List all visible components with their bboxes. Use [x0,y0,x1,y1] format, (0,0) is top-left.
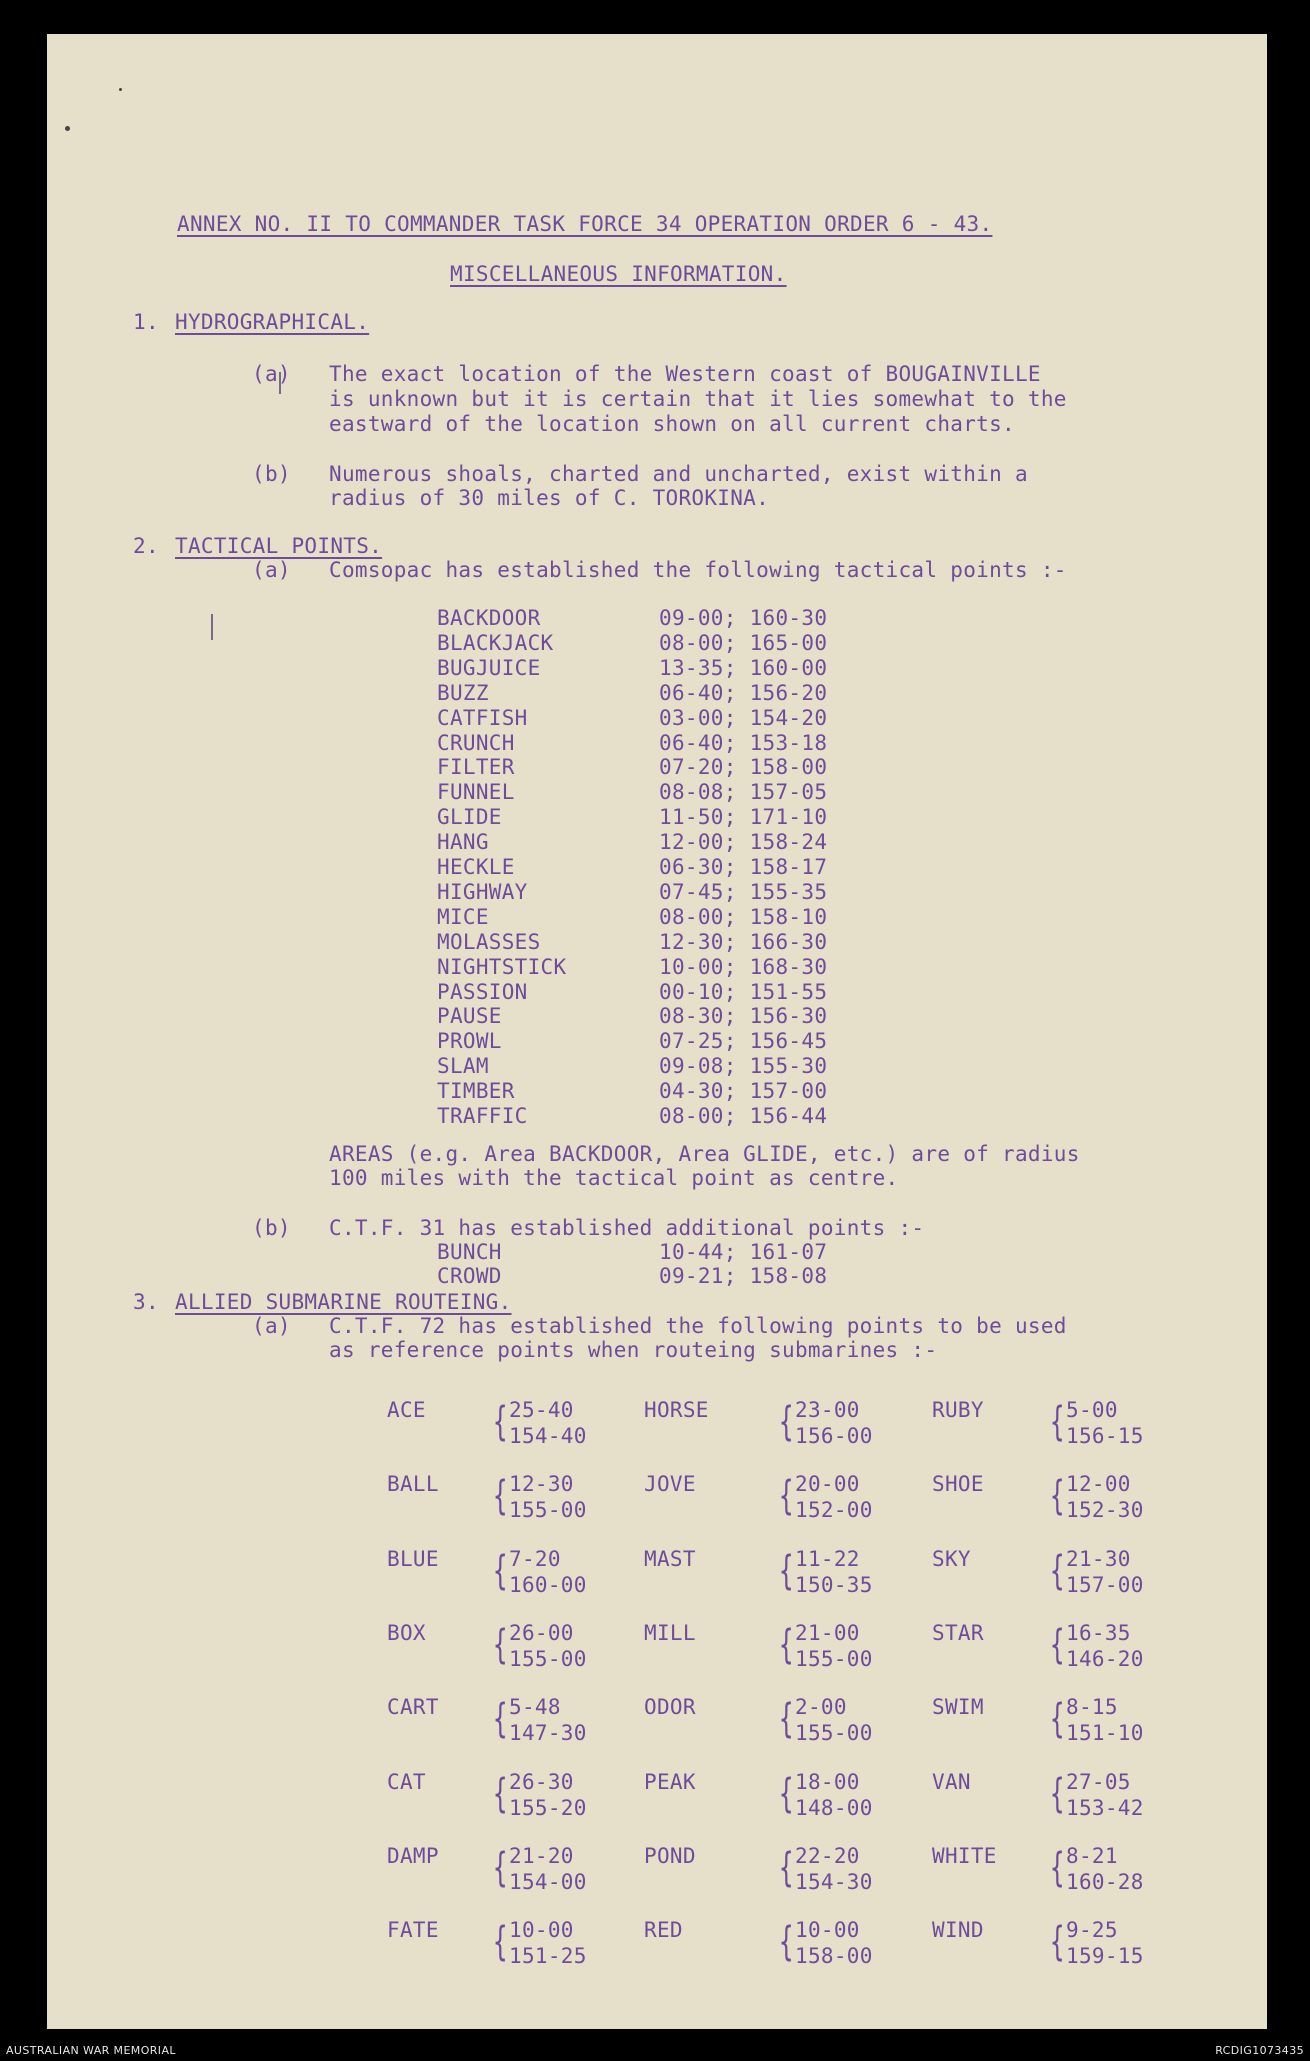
submarine-point-latitude: 9-25 [1066,1918,1118,1943]
section-3-heading: ALLIED SUBMARINE ROUTEING. [175,1290,512,1314]
submarine-point-longitude: 160-00 [509,1572,587,1597]
submarine-point-latitude: 27-05 [1066,1769,1131,1794]
ink-speck [119,88,122,91]
section-3-number: 3. [133,1290,159,1314]
submarine-point-latitude: 5-48 [509,1695,561,1720]
submarine-point-name: WIND [932,1918,984,1943]
tactical-point-name: GLIDE [437,805,502,830]
section-1-item-a-label: (a) [252,362,291,386]
section-2-item-b-label: (b) [252,1216,291,1240]
submarine-point-longitude: 151-10 [1066,1721,1144,1746]
submarine-point-name: CAT [387,1769,426,1794]
submarine-point-latitude: 20-00 [795,1472,860,1497]
additional-point-name: BUNCH [437,1240,502,1264]
submarine-point-latitude: 11-22 [795,1546,860,1571]
submarine-point-name: SKY [932,1546,971,1571]
tactical-point-name: MICE [437,904,489,929]
tactical-point-coordinates: 09-00; 160-30 [659,606,828,630]
tactical-point-name: BUZZ [437,680,489,705]
section-1-item-a-line: The exact location of the Western coast of BOUGAINVILLE [329,362,1041,386]
submarine-point-latitude: 8-15 [1066,1695,1118,1720]
tactical-point-name: PAUSE [437,1004,502,1029]
submarine-point-name: FATE [387,1918,439,1943]
brace-glyph: { [779,1547,794,1594]
submarine-point-longitude: 150-35 [795,1572,873,1597]
brace-glyph: { [493,1844,508,1891]
tactical-point-name: TRAFFIC [437,1104,528,1128]
submarine-point-name: SHOE [932,1472,984,1497]
submarine-point-latitude: 26-00 [509,1620,574,1645]
brace-glyph: { [1050,1770,1065,1817]
submarine-point-name: MILL [644,1620,696,1645]
section-2-number: 2. [133,534,159,558]
brace-glyph: { [779,1399,794,1445]
submarine-point-name: PEAK [644,1769,696,1794]
brace-glyph: { [493,1547,508,1594]
additional-point-coordinates: 09-21; 158-08 [659,1264,828,1288]
brace-glyph: { [779,1696,794,1743]
submarine-point-latitude: 18-00 [795,1769,860,1794]
submarine-point-longitude: 155-20 [509,1795,587,1820]
submarine-point-longitude: 146-20 [1066,1646,1144,1671]
tactical-point-coordinates: 10-00; 168-30 [659,954,828,979]
tactical-point-coordinates: 13-35; 160-00 [659,655,828,680]
submarine-point-longitude: 154-30 [795,1869,873,1894]
submarine-point-latitude: 10-00 [509,1918,574,1943]
tactical-point-name: NIGHTSTICK [437,954,567,979]
tactical-point-name: HIGHWAY [437,879,528,904]
submarine-point-longitude: 152-30 [1066,1498,1144,1523]
brace-glyph: { [1050,1919,1065,1966]
submarine-point-latitude: 8-21 [1066,1843,1118,1868]
tactical-point-name: BLACKJACK [437,630,554,655]
submarine-point-name: CART [387,1695,439,1720]
submarine-point-longitude: 159-15 [1066,1944,1144,1969]
section-1-number: 1. [133,310,159,334]
section-3-item-a-line: C.T.F. 72 has established the following points to be used [329,1314,1067,1338]
submarine-point-longitude: 158-00 [795,1944,873,1969]
submarine-point-latitude: 25-40 [509,1398,574,1422]
areas-note-line: AREAS (e.g. Area BACKDOOR, Area GLIDE, etc.) are of radius [329,1142,1080,1166]
tactical-point-coordinates: 12-00; 158-24 [659,830,828,855]
submarine-point-longitude: 153-42 [1066,1795,1144,1820]
section-3-item-a-label: (a) [252,1314,291,1338]
brace-glyph: { [493,1770,508,1817]
submarine-point-latitude: 2-00 [795,1695,847,1720]
submarine-point-latitude: 21-30 [1066,1546,1131,1571]
submarine-point-latitude: 16-35 [1066,1620,1131,1645]
submarine-point-longitude: 147-30 [509,1721,587,1746]
submarine-point-latitude: 26-30 [509,1769,574,1794]
document-page [47,34,1267,2029]
submarine-point-name: ODOR [644,1695,696,1720]
tactical-point-name: CRUNCH [437,730,515,755]
tactical-point-coordinates: 07-20; 158-00 [659,755,828,780]
submarine-point-name: MAST [644,1546,696,1571]
submarine-point-name: ACE [387,1398,426,1422]
section-1-item-b-line: Numerous shoals, charted and uncharted, exist within a [329,462,1028,486]
section-2-heading: TACTICAL POINTS. [175,534,383,558]
submarine-point-name: RUBY [932,1398,984,1422]
tactical-point-name: FUNNEL [437,780,515,805]
tactical-point-coordinates: 07-25; 156-45 [659,1029,828,1054]
footer-archive-name: AUSTRALIAN WAR MEMORIAL [6,2044,176,2057]
tactical-point-coordinates: 06-40; 153-18 [659,730,828,755]
submarine-point-latitude: 12-00 [1066,1472,1131,1497]
submarine-point-name: VAN [932,1769,971,1794]
pencil-mark [211,614,213,640]
submarine-point-name: WHITE [932,1843,997,1868]
page-subtitle: MISCELLANEOUS INFORMATION. [450,262,787,286]
tactical-point-name: SLAM [437,1054,489,1079]
tactical-point-coordinates: 06-40; 156-20 [659,680,828,705]
submarine-point-longitude: 160-28 [1066,1869,1144,1894]
tactical-point-coordinates: 08-08; 157-05 [659,780,828,805]
brace-glyph: { [1050,1621,1065,1668]
submarine-point-latitude: 23-00 [795,1398,860,1422]
section-1-item-b-line: radius of 30 miles of C. TOROKINA. [329,486,770,510]
submarine-point-latitude: 21-20 [509,1843,574,1868]
annex-title: ANNEX NO. II TO COMMANDER TASK FORCE 34 OPERATION ORDER 6 - 43. [177,212,993,236]
tactical-point-name: PASSION [437,979,528,1004]
brace-glyph: { [493,1621,508,1668]
tactical-point-name: PROWL [437,1029,502,1054]
tactical-point-name: TIMBER [437,1079,515,1104]
tactical-point-name: BACKDOOR [437,606,541,630]
tactical-point-coordinates: 11-50; 171-10 [659,805,828,830]
brace-glyph: { [779,1844,794,1891]
brace-glyph: { [493,1473,508,1520]
submarine-point-latitude: 7-20 [509,1546,561,1571]
tactical-point-name: BUGJUICE [437,655,541,680]
brace-glyph: { [779,1473,794,1520]
section-1-heading: HYDROGRAPHICAL. [175,310,370,334]
brace-glyph: { [1050,1696,1065,1743]
brace-glyph: { [779,1770,794,1817]
submarine-point-name: DAMP [387,1843,439,1868]
tactical-point-coordinates: 08-00; 158-10 [659,904,828,929]
brace-glyph: { [493,1399,508,1445]
submarine-point-name: STAR [932,1620,984,1645]
submarine-point-longitude: 155-00 [509,1646,587,1671]
brace-glyph: { [1050,1844,1065,1891]
submarine-point-name: RED [644,1918,683,1943]
submarine-point-latitude: 5-00 [1066,1398,1118,1422]
submarine-point-latitude: 10-00 [795,1918,860,1943]
submarine-point-name: SWIM [932,1695,984,1720]
submarine-point-latitude: 22-20 [795,1843,860,1868]
submarine-point-longitude: 156-15 [1066,1424,1144,1448]
tactical-point-coordinates: 08-00; 156-44 [659,1104,828,1128]
section-2-item-a-label: (a) [252,558,291,582]
submarine-point-latitude: 21-00 [795,1620,860,1645]
tactical-point-coordinates: 03-00; 154-20 [659,705,828,730]
submarine-point-name: JOVE [644,1472,696,1497]
additional-point-name: CROWD [437,1264,502,1288]
section-1-item-a-line: eastward of the location shown on all current charts. [329,412,1015,436]
submarine-point-longitude: 151-25 [509,1944,587,1969]
ink-speck [65,126,70,131]
submarine-point-longitude: 154-40 [509,1424,587,1448]
submarine-point-name: BLUE [387,1546,439,1571]
tactical-point-coordinates: 12-30; 166-30 [659,929,828,954]
submarine-point-longitude: 148-00 [795,1795,873,1820]
submarine-point-name: BALL [387,1472,439,1497]
brace-glyph: { [1050,1547,1065,1594]
tactical-point-coordinates: 00-10; 151-55 [659,979,828,1004]
footer-record-id: RCDIG1073435 [1215,2044,1304,2057]
areas-note-line: 100 miles with the tactical point as centre. [329,1166,899,1190]
tactical-point-coordinates: 06-30; 158-17 [659,855,828,879]
additional-point-coordinates: 10-44; 161-07 [659,1240,828,1264]
tactical-point-name: HECKLE [437,855,515,879]
section-1-item-b-label: (b) [252,462,291,486]
section-3-item-a-line: as reference points when routeing submarines :- [329,1338,938,1362]
submarine-point-longitude: 156-00 [795,1424,873,1448]
section-2-item-b-text: C.T.F. 31 has established additional points :- [329,1216,925,1240]
tactical-point-coordinates: 07-45; 155-35 [659,879,828,904]
tactical-point-name: FILTER [437,755,515,780]
tactical-point-name: CATFISH [437,705,528,730]
brace-glyph: { [493,1696,508,1743]
brace-glyph: { [493,1919,508,1966]
tactical-point-name: MOLASSES [437,929,541,954]
submarine-point-name: BOX [387,1620,426,1645]
submarine-point-longitude: 157-00 [1066,1572,1144,1597]
section-2-item-a-text: Comsopac has established the following tactical points :- [329,558,1067,582]
submarine-point-name: HORSE [644,1398,709,1422]
submarine-point-longitude: 155-00 [795,1721,873,1746]
section-1-item-a-line: is unknown but it is certain that it lies somewhat to the [329,387,1067,411]
submarine-point-longitude: 154-00 [509,1869,587,1894]
submarine-point-longitude: 155-00 [509,1498,587,1523]
tactical-point-name: HANG [437,830,489,855]
tactical-point-coordinates: 08-00; 165-00 [659,630,828,655]
brace-glyph: { [779,1919,794,1966]
submarine-point-name: POND [644,1843,696,1868]
brace-glyph: { [1050,1473,1065,1520]
tactical-point-coordinates: 09-08; 155-30 [659,1054,828,1079]
tactical-point-coordinates: 04-30; 157-00 [659,1079,828,1104]
brace-glyph: { [1050,1399,1065,1445]
brace-glyph: { [779,1621,794,1668]
submarine-point-longitude: 155-00 [795,1646,873,1671]
submarine-point-latitude: 12-30 [509,1472,574,1497]
tactical-point-coordinates: 08-30; 156-30 [659,1004,828,1029]
submarine-point-longitude: 152-00 [795,1498,873,1523]
